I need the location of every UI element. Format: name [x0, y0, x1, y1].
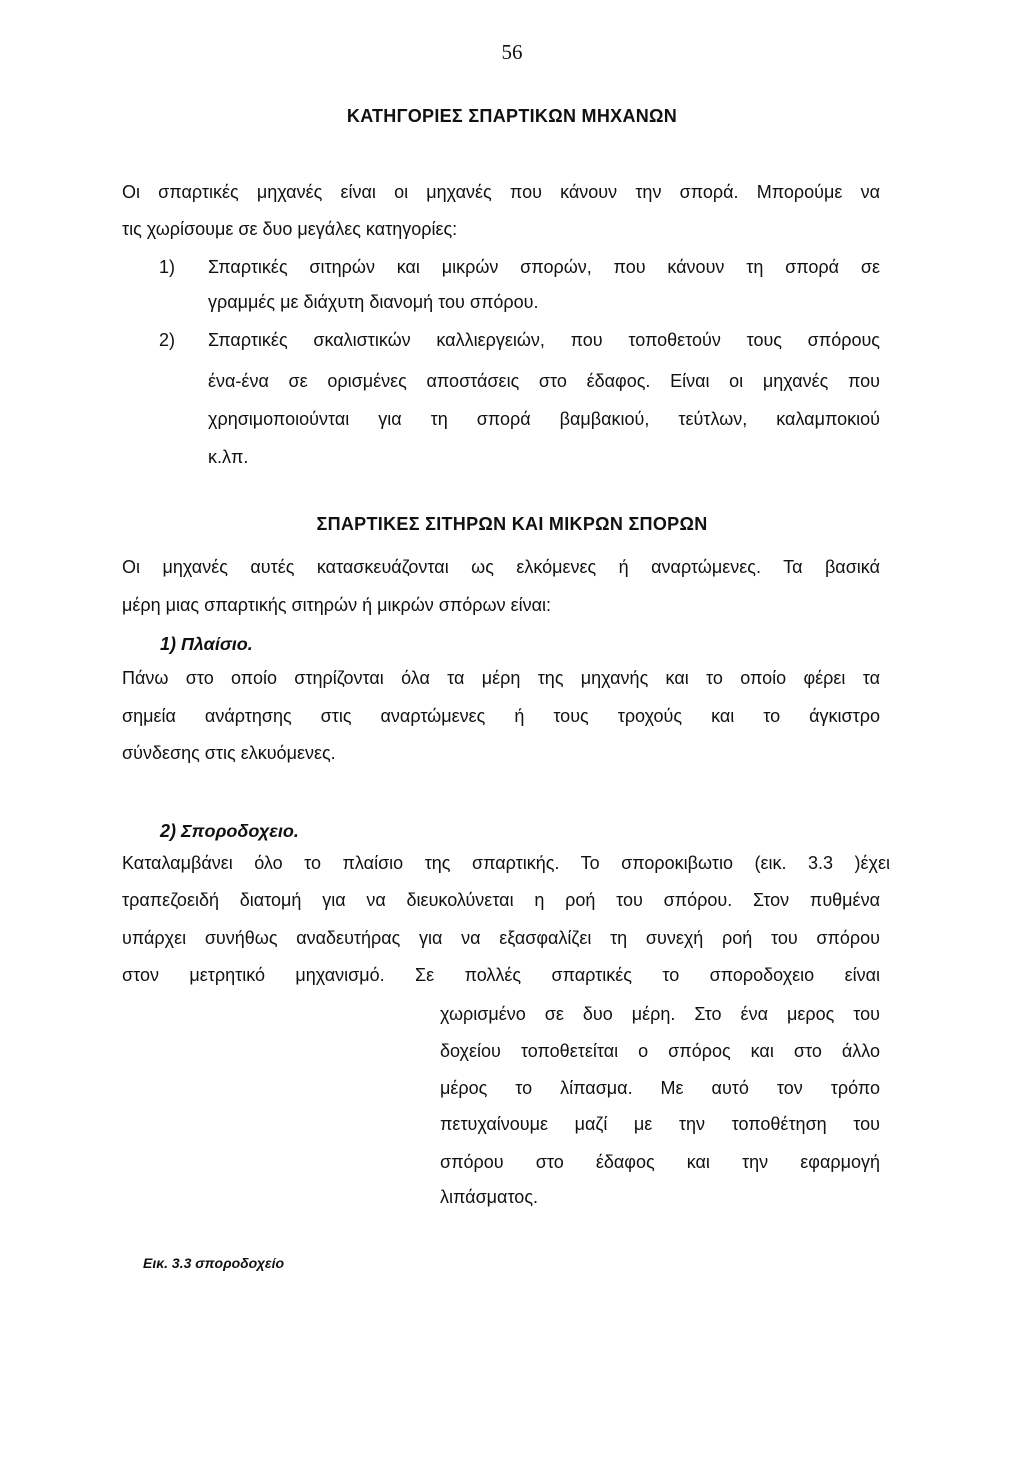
part-2-line-4: στον μετρητικό μηχανισμό. Σε πολλές σπαρτικές το σποροδοχειο είναι [122, 965, 880, 985]
part-1-line-3: σύνδεσης στις ελκυόμενες. [122, 743, 336, 763]
part-2-line-1: Καταλαμβάνει όλο το πλαίσιο της σπαρτικής. Το σποροκιβωτιο (εικ. 3.3 )έχει [122, 853, 890, 873]
para-2-line-2: μέρη μιας σπαρτικής σιτηρών ή μικρών σπόρων είναι: [122, 595, 552, 615]
part-2-indented-line-5: σπόρου στο έδαφος και την εφαρμογή [440, 1152, 880, 1172]
part-1-title: 1) Πλαίσιο. [160, 634, 253, 654]
section-heading-categories: ΚΑΤΗΓΟΡΙΕΣ ΣΠΑΡΤΙΚΩΝ ΜΗΧΑΝΩΝ [346, 106, 678, 126]
part-2-title: 2) Σποροδοχειο. [160, 821, 299, 841]
list-2-line-2: ένα-ένα σε ορισμένες αποστάσεις στο έδαφος. Είναι οι μηχανές που [208, 371, 880, 391]
part-2-indented-line-1: χωρισμένο σε δυο μέρη. Στο ένα μερος του [440, 1004, 880, 1024]
part-2-indented-line-4: πετυχαίνουμε μαζί με την τοποθέτηση του [440, 1114, 880, 1134]
part-2-line-3: υπάρχει συνήθως αναδευτήρας για να εξασφαλίζει τη συνεχή ροή του σπόρου [122, 928, 880, 948]
section-heading-cereal-seeders: ΣΠΑΡΤΙΚΕΣ ΣΙΤΗΡΩΝ ΚΑΙ ΜΙΚΡΩΝ ΣΠΟΡΩΝ [316, 514, 708, 534]
list-1-line-1: Σπαρτικές σιτηρών και μικρών σπορών, που κάνουν τη σπορά σε [208, 257, 880, 277]
list-2-line-3: χρησιμοποιούνται για τη σπορά βαμβακιού, τεύτλων, καλαμποκιού [208, 409, 880, 429]
part-1-line-2: σημεία ανάρτησης στις αναρτώμενες ή τους τροχούς και το άγκιστρο [122, 706, 880, 726]
part-2-indented-line-6: λιπάσματος. [440, 1187, 538, 1207]
intro-line-2: τις χωρίσουμε σε δυο μεγάλες κατηγορίες: [122, 219, 458, 239]
para-2-line-1: Οι μηχανές αυτές κατασκευάζονται ως ελκόμενες ή αναρτώμενες. Τα βασικά [122, 557, 880, 577]
part-2-line-2: τραπεζοειδή διατομή για να διευκολύνεται η ροή του σπόρου. Στον πυθμένα [122, 890, 880, 910]
intro-line-1: Οι σπαρτικές μηχανές είναι οι μηχανές που κάνουν την σπορά. Μπορούμε να [122, 182, 880, 202]
list-number-2: 2) [159, 330, 176, 350]
part-2-indented-line-3: μέρος το λίπασμα. Με αυτό τον τρόπο [440, 1078, 880, 1098]
list-1-line-2: γραμμές με διάχυτη διανομή του σπόρου. [208, 292, 539, 312]
part-2-indented-line-2: δοχείου τοποθετείται ο σπόρος και στο άλλο [440, 1041, 880, 1061]
figure-caption: Εικ. 3.3 σποροδοχείο [143, 1255, 285, 1271]
page-number: 56 [501, 40, 523, 64]
list-2-line-1: Σπαρτικές σκαλιστικών καλλιεργειών, που τοποθετούν τους σπόρους [208, 330, 880, 350]
list-2-line-4: κ.λπ. [208, 447, 249, 467]
part-1-line-1: Πάνω στο οποίο στηρίζονται όλα τα μέρη της μηχανής και το οποίο φέρει τα [122, 668, 880, 688]
list-number-1: 1) [159, 257, 176, 277]
